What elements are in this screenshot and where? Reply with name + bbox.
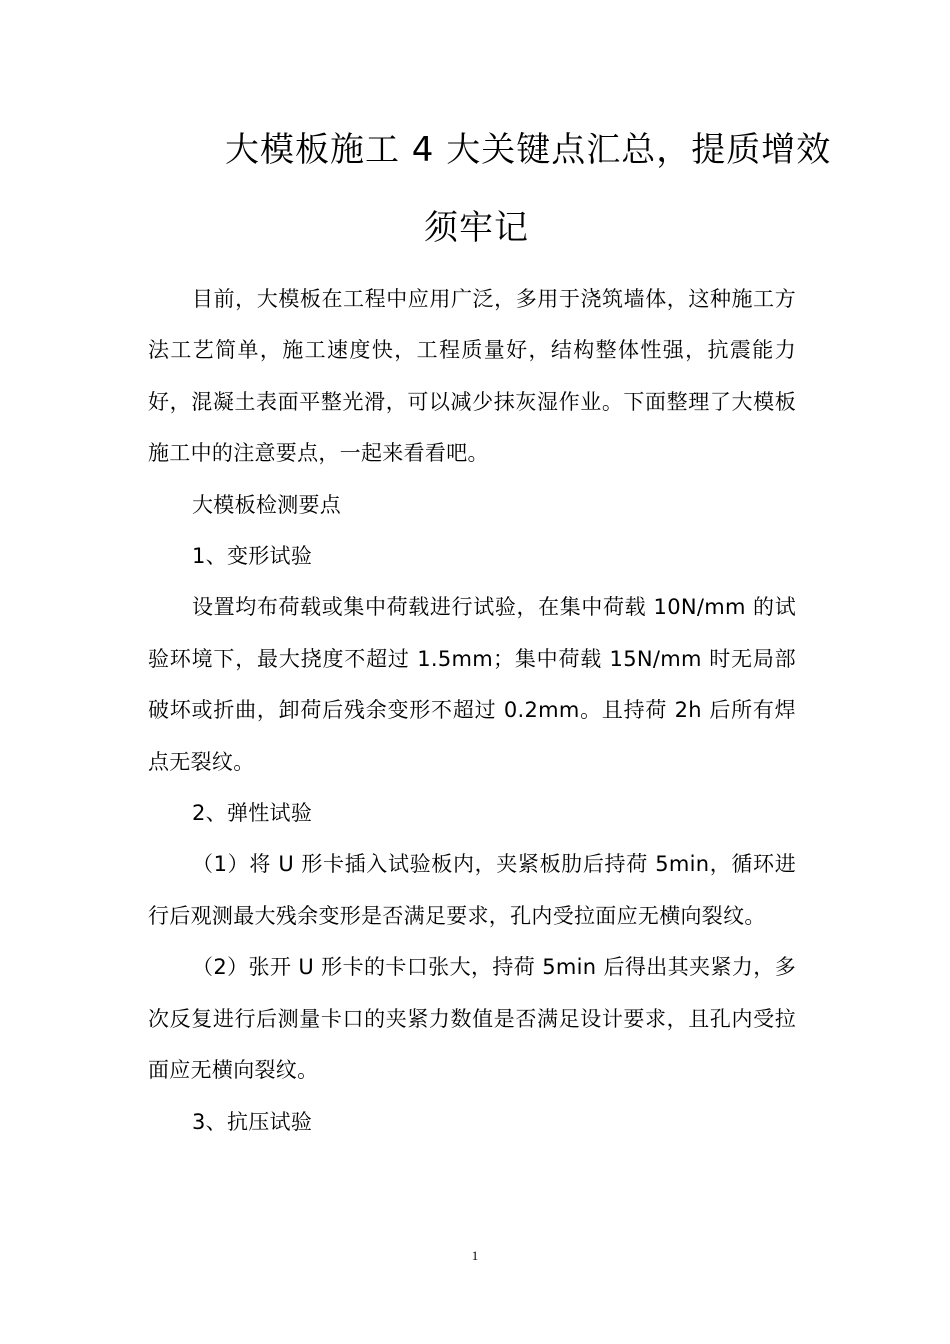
deformation-test-paragraph: 设置均布荷载或集中荷载进行试验，在集中荷载 10N/mm 的试验环境下，最大挠度不超过 1.5mm；集中荷载 15N/mm 时无局部破坏或折曲，卸荷后残余变形不超过 0.2mm。且持荷 2h 后所有焊点无裂纹。	[148, 595, 796, 774]
section-heading-inspection: 大模板检测要点	[192, 492, 342, 517]
subheading-elasticity-test: 2、弹性试验	[192, 801, 313, 826]
subheading-compression-test: 3、抗压试验	[192, 1109, 313, 1134]
document-title-line-1: 大模板施工 4 大关键点汇总，提质增效	[225, 130, 832, 170]
intro-paragraph: 目前，大模板在工程中应用广泛，多用于浇筑墙体，这种施工方法工艺简单，施工速度快，工程质量好，结构整体性强，抗震能力好，混凝土表面平整光滑，可以减少抹灰湿作业。下面整理了大模板施工中的注意要点，一起来看看吧。	[148, 287, 796, 466]
elasticity-step-2-paragraph: （2）张开 U 形卡的卡口张大，持荷 5min 后得出其夹紧力，多次反复进行后测量卡口的夹紧力数值是否满足设计要求，且孔内受拉面应无横向裂纹。	[148, 955, 796, 1083]
elasticity-step-1-paragraph: （1）将 U 形卡插入试验板内，夹紧板肋后持荷 5min，循环进行后观测最大残余变形是否满足要求，孔内受拉面应无横向裂纹。	[148, 852, 796, 928]
page-number: 1	[471, 1248, 479, 1263]
document-title-line-2: 须牢记	[424, 208, 529, 248]
document-body	[148, 274, 796, 1148]
subheading-deformation-test: 1、变形试验	[192, 544, 313, 569]
